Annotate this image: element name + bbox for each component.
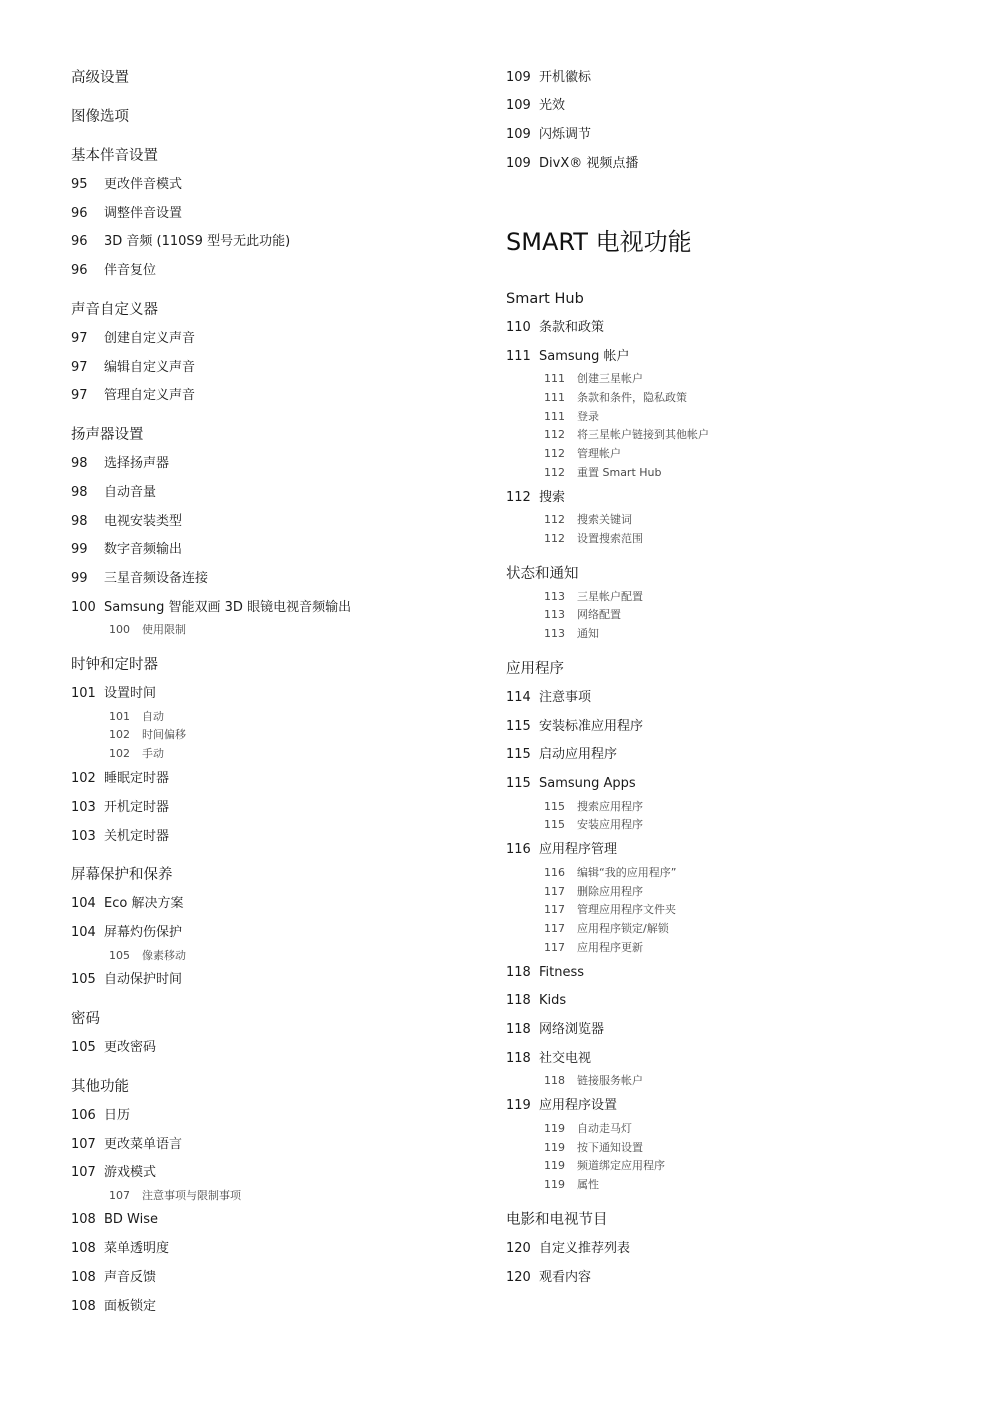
entry-title: 链接服务帐户 <box>577 1074 643 1087</box>
page-number: 101 <box>109 710 130 723</box>
page-number: 102 <box>71 771 96 786</box>
page-number: 109 <box>506 70 531 85</box>
page-number: 115 <box>506 719 531 734</box>
entry-title: 管理帐户 <box>577 447 621 460</box>
page-number: 118 <box>506 993 531 1008</box>
page-number: 103 <box>71 829 96 844</box>
section-heading: 图像选项 <box>71 109 129 125</box>
entry-title: 应用程序锁定/解锁 <box>577 922 669 935</box>
page-number: 105 <box>109 949 130 962</box>
entry-title: BD Wise <box>104 1212 159 1227</box>
chapter-title: SMART 电视功能 <box>506 228 692 256</box>
page-number: 99 <box>71 571 88 586</box>
page-number: 120 <box>506 1270 531 1285</box>
page-number: 95 <box>71 177 88 192</box>
entry-title: 观看内容 <box>539 1270 592 1285</box>
entry-title: 3D 音频 (110S9 型号无此功能) <box>104 234 291 249</box>
entry-title: 使用限制 <box>142 623 186 636</box>
page-number: 97 <box>71 388 88 403</box>
entry-title: 光效 <box>539 98 566 113</box>
entry-title: Samsung 智能双画 3D 眼镜电视音频输出 <box>104 600 352 615</box>
page-number: 105 <box>71 1040 96 1055</box>
page-number: 108 <box>71 1241 96 1256</box>
page-number: 113 <box>544 608 565 621</box>
page-number: 107 <box>71 1165 96 1180</box>
entry-title: 条款和条件，隐私政策 <box>577 391 687 404</box>
entry-title: 应用程序更新 <box>577 941 643 954</box>
page-number: 100 <box>71 600 96 615</box>
page-number: 102 <box>109 728 130 741</box>
entry-title: 注意事项与限制事项 <box>142 1189 241 1202</box>
page-number: 117 <box>544 941 565 954</box>
entry-title: 三星音频设备连接 <box>104 571 209 586</box>
entry-title: 菜单透明度 <box>104 1241 170 1256</box>
entry-title: 电视安装类型 <box>104 514 183 529</box>
entry-title: 属性 <box>577 1178 599 1191</box>
page-number: 111 <box>506 349 531 364</box>
page-number: 119 <box>506 1098 531 1113</box>
page-number: 112 <box>544 428 565 441</box>
page-number: 111 <box>544 410 565 423</box>
page-number: 108 <box>71 1212 96 1227</box>
page-number: 108 <box>71 1270 96 1285</box>
page-number: 99 <box>71 542 88 557</box>
section-heading: 基本伴音设置 <box>71 148 158 164</box>
page-number: 111 <box>544 372 565 385</box>
entry-title: 注意事项 <box>539 690 592 705</box>
section-heading: 扬声器设置 <box>71 427 144 443</box>
page-number: 111 <box>544 391 565 404</box>
page-number: 119 <box>544 1122 565 1135</box>
section-heading: 应用程序 <box>506 661 564 677</box>
page-number: 120 <box>506 1241 531 1256</box>
entry-title: 关机定时器 <box>104 829 170 844</box>
entry-title: 登录 <box>577 410 599 423</box>
entry-title: 应用程序设置 <box>539 1098 618 1113</box>
entry-title: 自动走马灯 <box>577 1122 632 1135</box>
page-number: 109 <box>506 156 531 171</box>
entry-title: 开机定时器 <box>104 800 170 815</box>
section-heading: 状态和通知 <box>506 566 579 582</box>
page-number: 112 <box>506 490 531 505</box>
page-number: 112 <box>544 513 565 526</box>
entry-title: 网络配置 <box>577 608 621 621</box>
entry-title: 条款和政策 <box>539 320 605 335</box>
entry-title: 设置搜索范围 <box>577 532 643 545</box>
page-number: 104 <box>71 896 96 911</box>
entry-title: Samsung Apps <box>539 776 636 791</box>
section-heading: 屏幕保护和保养 <box>71 867 173 883</box>
page-number: 115 <box>544 818 565 831</box>
page-number: 119 <box>544 1141 565 1154</box>
entry-title: 按下通知设置 <box>577 1141 643 1154</box>
entry-title: 游戏模式 <box>104 1165 157 1180</box>
entry-title: 声音反馈 <box>104 1270 157 1285</box>
section-heading: 电影和电视节目 <box>506 1212 608 1228</box>
entry-title: 手动 <box>142 747 164 760</box>
page-number: 103 <box>71 800 96 815</box>
entry-title: 更改密码 <box>104 1040 157 1055</box>
entry-title: 日历 <box>104 1108 131 1123</box>
page-number: 101 <box>71 686 96 701</box>
page-number: 113 <box>544 590 565 603</box>
entry-title: 时间偏移 <box>142 728 186 741</box>
page-number: 109 <box>506 127 531 142</box>
entry-title: 编辑“我的应用程序” <box>577 866 677 879</box>
entry-title: Fitness <box>539 965 585 980</box>
page-number: 118 <box>506 1022 531 1037</box>
page-number: 110 <box>506 320 531 335</box>
entry-title: 屏幕灼伤保护 <box>104 925 183 940</box>
entry-title: 伴音复位 <box>104 263 157 278</box>
page-number: 115 <box>506 747 531 762</box>
entry-title: 通知 <box>577 627 599 640</box>
section-heading: 高级设置 <box>71 70 129 86</box>
entry-title: 面板锁定 <box>104 1299 157 1314</box>
entry-title: 安装标准应用程序 <box>539 719 644 734</box>
section-heading: Smart Hub <box>506 291 584 307</box>
section-heading: 密码 <box>71 1011 100 1027</box>
entry-title: 选择扬声器 <box>104 456 170 471</box>
entry-title: 网络浏览器 <box>539 1022 605 1037</box>
entry-title: 闪烁调节 <box>539 127 592 142</box>
page-number: 109 <box>506 98 531 113</box>
page-number: 96 <box>71 263 88 278</box>
entry-title: 数字音频输出 <box>104 542 183 557</box>
entry-title: 应用程序管理 <box>539 842 618 857</box>
page-number: 98 <box>71 456 88 471</box>
entry-title: Kids <box>539 993 567 1008</box>
section-heading: 其他功能 <box>71 1079 129 1095</box>
entry-title: 调整伴音设置 <box>104 206 183 221</box>
page-number: 117 <box>544 885 565 898</box>
entry-title: 像素移动 <box>142 949 186 962</box>
page-number: 112 <box>544 466 565 479</box>
page-number: 118 <box>544 1074 565 1087</box>
entry-title: 搜索应用程序 <box>577 800 643 813</box>
page-number: 115 <box>544 800 565 813</box>
entry-title: 重置 Smart Hub <box>577 466 662 479</box>
entry-title: 自动音量 <box>104 485 157 500</box>
page-number: 116 <box>544 866 565 879</box>
entry-title: 管理应用程序文件夹 <box>577 903 676 916</box>
page-number: 108 <box>71 1299 96 1314</box>
entry-title: 三星帐户配置 <box>577 590 643 603</box>
page-number: 106 <box>71 1108 96 1123</box>
page-number: 96 <box>71 234 88 249</box>
page-number: 107 <box>109 1189 130 1202</box>
entry-title: 更改菜单语言 <box>104 1137 183 1152</box>
page-number: 119 <box>544 1159 565 1172</box>
page-number: 98 <box>71 485 88 500</box>
entry-title: 管理自定义声音 <box>104 388 196 403</box>
page-number: 107 <box>71 1137 96 1152</box>
page-number: 113 <box>544 627 565 640</box>
entry-title: 睡眠定时器 <box>104 771 170 786</box>
page-number: 104 <box>71 925 96 940</box>
page-number: 114 <box>506 690 531 705</box>
page-number: 119 <box>544 1178 565 1191</box>
section-heading: 时钟和定时器 <box>71 657 158 673</box>
entry-title: 编辑自定义声音 <box>104 360 196 375</box>
page-number: 115 <box>506 776 531 791</box>
page-number: 112 <box>544 532 565 545</box>
page-number: 116 <box>506 842 531 857</box>
entry-title: 自定义推荐列表 <box>539 1241 631 1256</box>
page-number: 96 <box>71 206 88 221</box>
entry-title: 自动 <box>142 710 164 723</box>
entry-title: 启动应用程序 <box>539 747 618 762</box>
entry-title: 搜索 <box>539 490 566 505</box>
entry-title: 自动保护时间 <box>104 972 183 987</box>
entry-title: 社交电视 <box>539 1051 592 1066</box>
entry-title: 创建自定义声音 <box>104 331 196 346</box>
page-number: 112 <box>544 447 565 460</box>
entry-title: 安装应用程序 <box>577 818 643 831</box>
page-number: 117 <box>544 922 565 935</box>
entry-title: 将三星帐户链接到其他帐户 <box>577 428 709 441</box>
entry-title: 频道绑定应用程序 <box>577 1159 665 1172</box>
entry-title: 删除应用程序 <box>577 885 643 898</box>
entry-title: Eco 解决方案 <box>104 896 184 911</box>
page-number: 105 <box>71 972 96 987</box>
entry-title: 设置时间 <box>104 686 157 701</box>
page-number: 97 <box>71 360 88 375</box>
page-number: 118 <box>506 965 531 980</box>
page-number: 102 <box>109 747 130 760</box>
entry-title: Samsung 帐户 <box>539 349 630 364</box>
page-number: 97 <box>71 331 88 346</box>
entry-title: 搜索关键词 <box>577 513 632 526</box>
section-heading: 声音自定义器 <box>71 302 158 318</box>
page-number: 100 <box>109 623 130 636</box>
page-number: 118 <box>506 1051 531 1066</box>
entry-title: 创建三星帐户 <box>577 372 643 385</box>
page-number: 98 <box>71 514 88 529</box>
entry-title: 更改伴音模式 <box>104 177 183 192</box>
entry-title: DivX® 视频点播 <box>539 156 639 171</box>
page-number: 117 <box>544 903 565 916</box>
entry-title: 开机徽标 <box>539 70 592 85</box>
